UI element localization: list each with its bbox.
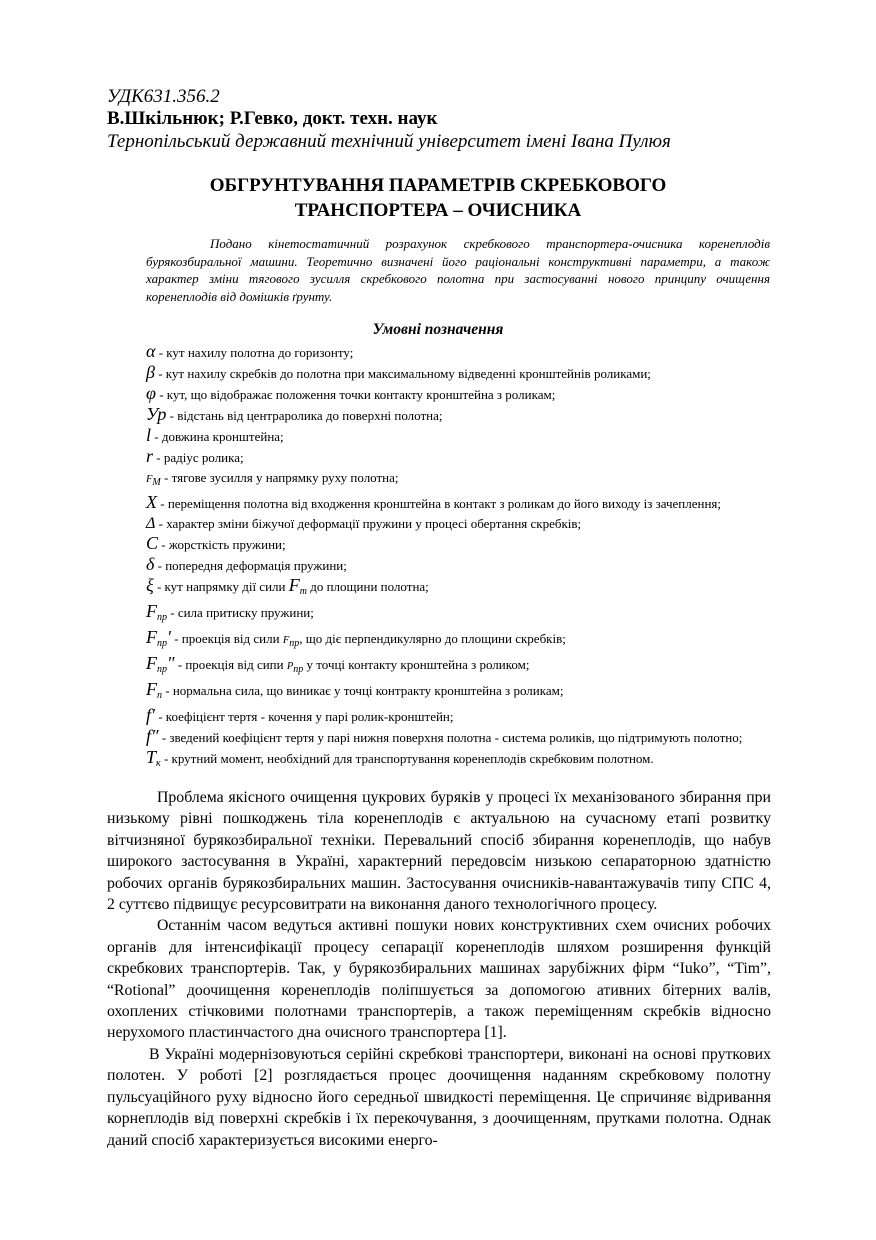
- legend-symbol-subscript: n: [157, 690, 162, 701]
- legend-symbol: f′: [146, 705, 155, 725]
- legend-symbol-subscript: M: [152, 477, 161, 488]
- legend-description: - довжина кронштейна;: [151, 429, 284, 444]
- legend-description: - кут напрямку дії сили: [153, 579, 289, 594]
- paragraph-2: Останнім часом ведуться активні пошуки нових конструктивних схем очисних робочих органів для інтенсифікації процесу сепарації коренеплодів шляхом розширення функцій скребкових транспортерів. Так, у бурякозбиральних машинах зарубіжних фірм “Iuko”, “Tim”, “Rotional” доочищення коренеплодів поліпшується за допомогою ативних бітерних валів, охоплених стічковими полотнами транспортерів, а також переміщенням скребків відносно нерухомого пластинчастого дна очисного транспортера [1].: [107, 917, 771, 1042]
- legend-item: [146, 448, 772, 466]
- legend-symbol: δ: [146, 554, 155, 574]
- legend-item: [146, 427, 772, 445]
- paragraph-1: Проблема якісного очищення цукрових буряків у процесі їх механізованого збирання при низькому рівні пошкоджень тіла коренеплодів є актуальною на сучасному етапі розвитку вітчизняної бурякозбиральної техніки. Перевальний спосіб збирання коренеплодів, що набув широкого застосування в Україні, характерний передовсім низькою сепараторною здатністю робочих органів бурякозбиральних машин. Застосування очисників-навантажувачів типу СПС 4, 2 суттєво підвищує ресурсовитрати на виконання даного технологічного процесу.: [107, 789, 771, 914]
- legend-item: [146, 406, 772, 424]
- legend-description-tail: , що діє перпендикулярно до площини скребків;: [299, 631, 566, 646]
- legend-symbol: C: [146, 533, 159, 553]
- legend-inline-subscript: пр: [293, 664, 304, 675]
- legend-item: [146, 385, 772, 403]
- legend-item: [146, 629, 772, 652]
- paper-title-line-1: ОБГРУНТУВАННЯ ПАРАМЕТРІВ СКРЕБКОВОГО: [209, 175, 667, 196]
- legend-symbol: F: [146, 679, 157, 699]
- legend-symbol-subscript: пр: [157, 612, 167, 623]
- legend-item: [146, 343, 772, 361]
- legend-description: - переміщення полотна від входження кронштейна в контакт з роликам до його виходу із зачеплення;: [157, 496, 722, 511]
- legend-symbol-prime: ′: [167, 627, 171, 647]
- legend-symbol: l: [146, 425, 152, 445]
- legend-description: - кут нахилу скребків до полотна при максимальному відведенні кронштейнів роликами;: [154, 366, 651, 381]
- legend-inline-symbol: F: [288, 575, 300, 595]
- legend-symbol: F: [146, 653, 157, 673]
- legend-item: [146, 707, 772, 725]
- legend-description: - відстань від центраролика до поверхні полотна;: [166, 408, 443, 423]
- legend-item: [146, 515, 772, 532]
- legend-item: [146, 577, 772, 600]
- legend-item: [146, 749, 772, 772]
- legend-symbol: α: [146, 341, 156, 361]
- legend-inline-subscript: m: [299, 586, 307, 597]
- legend-symbol: β: [146, 362, 155, 382]
- legend-inline-symbol: P: [286, 661, 294, 672]
- legend-description: - нормальна сила, що виникає у точці контракту кронштейна з роликам;: [162, 683, 564, 698]
- legend-symbol: ξ: [146, 575, 154, 595]
- legend-description: - жорсткість пружини;: [158, 537, 286, 552]
- legend-description: - проекція від сипи: [174, 657, 287, 672]
- legend-description: - сила притиску пружини;: [167, 605, 314, 620]
- legend-description: - радіус ролика;: [153, 450, 244, 465]
- legend-item: [146, 681, 772, 704]
- authors: В.Шкільнюк; Р.Гевко, докт. техн. наук: [107, 108, 438, 129]
- legend-item: [146, 728, 772, 746]
- legend-description: - кут нахилу полотна до горизонту;: [155, 345, 354, 360]
- legend-description: - зведений коефіцієнт тертя у парі нижня поверхня полотна - система роликів, що підтримують полотно;: [158, 730, 743, 745]
- legend-symbol: Ур: [146, 404, 167, 424]
- legend-symbol: φ: [146, 383, 156, 403]
- legend-description: - попередня деформація пружини;: [154, 558, 347, 573]
- legend-item: [146, 556, 772, 574]
- legend-description: - проекція від сили: [170, 631, 283, 646]
- legend-item: [146, 535, 772, 553]
- legend-description: - тягове зусилля у напрямку руху полотна;: [160, 470, 399, 485]
- legend-symbol: F: [146, 627, 157, 647]
- legend-description-tail: у точці контакту кронштейна з роликом;: [303, 657, 530, 672]
- legend-symbol-subscript: к: [156, 758, 161, 769]
- legend-symbol: X: [146, 492, 157, 512]
- legend-description-tail: до площини полотна;: [306, 579, 429, 594]
- legend-inline-symbol: F: [282, 635, 290, 646]
- legend-symbol-subscript: пр: [157, 638, 167, 649]
- legend-item: [146, 603, 772, 626]
- legend-list: [146, 343, 772, 772]
- paper-title-line-2: ТРАНСПОРТЕРА – ОЧИСНИКА: [294, 200, 582, 221]
- legend-description: - коефіцієнт тертя - кочення у парі ролик-кронштейн;: [154, 709, 454, 724]
- abstract-text: Подано кінетостатичний розрахунок скребкового транспортера-очисника коренеплодів бурякозбиральної машини. Теоретично визначені його раціональні конструктивні параметри, а також характер зміни тягового зусилля скребкового полотна при застосуванні нового принципу очищення коренеплодів від домішків ґрунту.: [146, 236, 770, 304]
- legend-symbol-subscript: пр: [157, 664, 167, 675]
- legend-item: [146, 469, 772, 491]
- legend-heading: Умовні позначення: [372, 321, 504, 338]
- udk-code: УДК631.356.2: [107, 86, 220, 107]
- legend-symbol: r: [146, 446, 154, 466]
- legend-symbol-prime: ″: [167, 653, 175, 673]
- legend-description: - кут, що відображає положення точки контакту кронштейна з роликам;: [155, 387, 556, 402]
- body-text: [107, 787, 771, 1151]
- legend-item: [146, 494, 772, 512]
- legend-inline-subscript: пр: [289, 638, 300, 649]
- legend-item: [146, 655, 772, 678]
- legend-symbol: f″: [146, 726, 159, 746]
- legend-description: - характер зміни біжучої деформації пружини у процесі обертання скребків;: [155, 516, 582, 531]
- abstract: [146, 235, 770, 305]
- legend-symbol: F: [146, 474, 153, 485]
- legend-symbol: T: [146, 747, 157, 767]
- legend-description: - крутний момент, необхідний для транспортування коренеплодів скребковим полотном.: [160, 751, 654, 766]
- paragraph-3: В Україні модернізовуються серійні скребкові транспортери, виконані на основі пруткових полотен. У роботі [2] розглядається процес доочищення наданням скребковому полотну пульсуаційного руху відносно його середньої швидкості переміщення. Це спричиняє відривання корнеплодів від поверхні скребків і їх перекочування, з доочищенням, прутками полотна. Однак даний спосіб характеризується високими енерго-: [107, 1045, 771, 1149]
- legend-item: [146, 364, 772, 382]
- affiliation: Тернопільський державний технічний університет імені Івана Пулюя: [107, 131, 671, 152]
- legend-symbol: F: [146, 601, 157, 621]
- legend-symbol: Δ: [146, 515, 156, 532]
